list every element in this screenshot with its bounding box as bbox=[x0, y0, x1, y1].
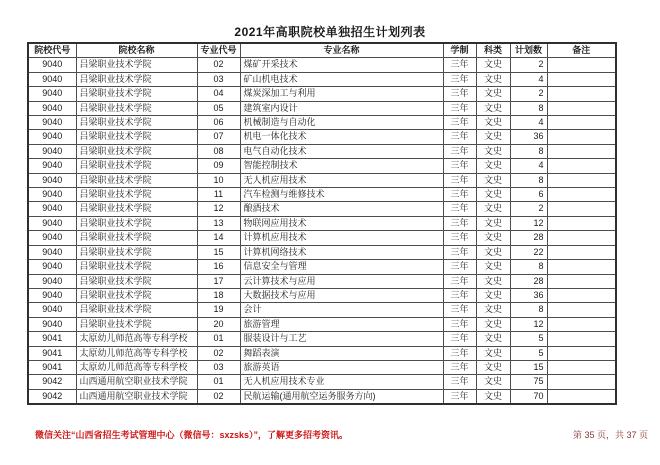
cell-college-name: 吕梁职业技术学院 bbox=[76, 159, 197, 173]
cell-remarks bbox=[547, 58, 616, 72]
cell-major-code: 04 bbox=[197, 87, 240, 101]
cell-duration: 三年 bbox=[443, 130, 476, 144]
cell-college-name: 吕梁职业技术学院 bbox=[76, 188, 197, 202]
cell-college-name: 吕梁职业技术学院 bbox=[76, 231, 197, 245]
cell-college-name: 吕梁职业技术学院 bbox=[76, 260, 197, 274]
table-body bbox=[28, 58, 616, 404]
cell-major-code: 11 bbox=[197, 188, 240, 202]
page-title: 2021年高职院校单独招生计划列表 bbox=[234, 25, 426, 39]
cell-remarks bbox=[547, 288, 616, 302]
cell-college-name: 吕梁职业技术学院 bbox=[76, 173, 197, 187]
cell-college-name: 山西通用航空职业技术学院 bbox=[76, 375, 197, 389]
column-header-major-name: 专业名称 bbox=[240, 43, 443, 58]
cell-college-code: 9040 bbox=[28, 216, 76, 230]
table-row bbox=[28, 274, 616, 288]
cell-category: 文史 bbox=[476, 375, 510, 389]
cell-major-name: 建筑室内设计 bbox=[240, 101, 443, 115]
cell-duration: 三年 bbox=[443, 144, 476, 158]
table-row bbox=[28, 260, 616, 274]
table-row bbox=[28, 202, 616, 216]
cell-major-code: 02 bbox=[197, 346, 240, 360]
cell-college-code: 9040 bbox=[28, 317, 76, 331]
cell-category: 文史 bbox=[476, 202, 510, 216]
page-number: 第 35 页，共 37 页 bbox=[572, 430, 648, 440]
cell-major-name: 无人机应用技术 bbox=[240, 173, 443, 187]
cell-plan-count: 15 bbox=[510, 360, 547, 374]
cell-duration: 三年 bbox=[443, 116, 476, 130]
column-header-category: 科类 bbox=[476, 43, 510, 58]
cell-college-name: 吕梁职业技术学院 bbox=[76, 130, 197, 144]
cell-plan-count: 28 bbox=[510, 274, 547, 288]
cell-college-name: 吕梁职业技术学院 bbox=[76, 202, 197, 216]
cell-plan-count: 8 bbox=[510, 260, 547, 274]
cell-remarks bbox=[547, 72, 616, 86]
cell-college-name: 吕梁职业技术学院 bbox=[76, 317, 197, 331]
cell-college-name: 太原幼儿师范高等专科学校 bbox=[76, 360, 197, 374]
table-row bbox=[28, 216, 616, 230]
cell-major-name: 云计算技术与应用 bbox=[240, 274, 443, 288]
cell-college-name: 吕梁职业技术学院 bbox=[76, 303, 197, 317]
cell-duration: 三年 bbox=[443, 58, 476, 72]
cell-major-code: 02 bbox=[197, 58, 240, 72]
cell-duration: 三年 bbox=[443, 288, 476, 302]
cell-plan-count: 12 bbox=[510, 317, 547, 331]
cell-major-code: 06 bbox=[197, 116, 240, 130]
cell-category: 文史 bbox=[476, 231, 510, 245]
cell-major-name: 会计 bbox=[240, 303, 443, 317]
cell-duration: 三年 bbox=[443, 332, 476, 346]
cell-college-code: 9040 bbox=[28, 260, 76, 274]
cell-duration: 三年 bbox=[443, 245, 476, 259]
cell-duration: 三年 bbox=[443, 216, 476, 230]
cell-college-name: 吕梁职业技术学院 bbox=[76, 101, 197, 115]
table-row bbox=[28, 144, 616, 158]
enrollment-plan-table bbox=[27, 42, 617, 405]
cell-college-code: 9040 bbox=[28, 231, 76, 245]
cell-major-code: 09 bbox=[197, 159, 240, 173]
cell-plan-count: 2 bbox=[510, 202, 547, 216]
cell-plan-count: 2 bbox=[510, 58, 547, 72]
cell-category: 文史 bbox=[476, 130, 510, 144]
cell-major-name: 机电一体化技术 bbox=[240, 130, 443, 144]
table-row bbox=[28, 360, 616, 374]
cell-plan-count: 28 bbox=[510, 231, 547, 245]
table-row bbox=[28, 173, 616, 187]
cell-remarks bbox=[547, 375, 616, 389]
table-row bbox=[28, 303, 616, 317]
cell-college-name: 吕梁职业技术学院 bbox=[76, 58, 197, 72]
cell-category: 文史 bbox=[476, 332, 510, 346]
cell-category: 文史 bbox=[476, 346, 510, 360]
column-header-remarks: 备注 bbox=[547, 43, 616, 58]
cell-remarks bbox=[547, 216, 616, 230]
cell-category: 文史 bbox=[476, 72, 510, 86]
cell-remarks bbox=[547, 332, 616, 346]
cell-college-name: 吕梁职业技术学院 bbox=[76, 288, 197, 302]
cell-plan-count: 75 bbox=[510, 375, 547, 389]
cell-college-code: 9042 bbox=[28, 389, 76, 404]
cell-major-name: 机械制造与自动化 bbox=[240, 116, 443, 130]
cell-college-code: 9041 bbox=[28, 332, 76, 346]
cell-major-name: 矿山机电技术 bbox=[240, 72, 443, 86]
table-row bbox=[28, 87, 616, 101]
cell-duration: 三年 bbox=[443, 173, 476, 187]
cell-college-code: 9040 bbox=[28, 144, 76, 158]
cell-college-code: 9040 bbox=[28, 58, 76, 72]
cell-plan-count: 8 bbox=[510, 303, 547, 317]
cell-remarks bbox=[547, 346, 616, 360]
cell-remarks bbox=[547, 202, 616, 216]
cell-college-name: 山西通用航空职业技术学院 bbox=[76, 389, 197, 404]
cell-major-name: 信息安全与管理 bbox=[240, 260, 443, 274]
cell-major-name: 旅游管理 bbox=[240, 317, 443, 331]
cell-remarks bbox=[547, 260, 616, 274]
cell-plan-count: 8 bbox=[510, 173, 547, 187]
cell-major-name: 智能控制技术 bbox=[240, 159, 443, 173]
cell-duration: 三年 bbox=[443, 87, 476, 101]
cell-college-code: 9040 bbox=[28, 130, 76, 144]
cell-remarks bbox=[547, 274, 616, 288]
table-row bbox=[28, 288, 616, 302]
cell-major-name: 旅游英语 bbox=[240, 360, 443, 374]
cell-college-code: 9040 bbox=[28, 173, 76, 187]
cell-remarks bbox=[547, 303, 616, 317]
cell-major-code: 12 bbox=[197, 202, 240, 216]
cell-major-name: 无人机应用技术专业 bbox=[240, 375, 443, 389]
cell-plan-count: 8 bbox=[510, 144, 547, 158]
cell-college-code: 9040 bbox=[28, 87, 76, 101]
cell-major-code: 03 bbox=[197, 72, 240, 86]
cell-college-name: 吕梁职业技术学院 bbox=[76, 87, 197, 101]
cell-college-code: 9040 bbox=[28, 303, 76, 317]
column-header-major-code: 专业代号 bbox=[197, 43, 240, 58]
cell-major-code: 07 bbox=[197, 130, 240, 144]
cell-major-code: 16 bbox=[197, 260, 240, 274]
table-row bbox=[28, 375, 616, 389]
cell-category: 文史 bbox=[476, 317, 510, 331]
cell-college-code: 9042 bbox=[28, 375, 76, 389]
cell-category: 文史 bbox=[476, 245, 510, 259]
cell-major-name: 物联网应用技术 bbox=[240, 216, 443, 230]
cell-duration: 三年 bbox=[443, 375, 476, 389]
table-row bbox=[28, 130, 616, 144]
cell-category: 文史 bbox=[476, 101, 510, 115]
cell-college-code: 9041 bbox=[28, 346, 76, 360]
cell-plan-count: 22 bbox=[510, 245, 547, 259]
cell-category: 文史 bbox=[476, 173, 510, 187]
cell-duration: 三年 bbox=[443, 202, 476, 216]
cell-plan-count: 4 bbox=[510, 116, 547, 130]
cell-major-name: 服装设计与工艺 bbox=[240, 332, 443, 346]
cell-duration: 三年 bbox=[443, 274, 476, 288]
cell-major-code: 05 bbox=[197, 101, 240, 115]
cell-major-code: 15 bbox=[197, 245, 240, 259]
cell-college-name: 吕梁职业技术学院 bbox=[76, 144, 197, 158]
column-header-college-name: 院校名称 bbox=[76, 43, 197, 58]
cell-college-code: 9040 bbox=[28, 274, 76, 288]
cell-category: 文史 bbox=[476, 216, 510, 230]
cell-plan-count: 70 bbox=[510, 389, 547, 404]
table-row bbox=[28, 188, 616, 202]
column-header-college-code: 院校代号 bbox=[28, 43, 76, 58]
cell-duration: 三年 bbox=[443, 389, 476, 404]
cell-major-name: 酿酒技术 bbox=[240, 202, 443, 216]
cell-college-code: 9040 bbox=[28, 288, 76, 302]
table-row bbox=[28, 116, 616, 130]
cell-duration: 三年 bbox=[443, 260, 476, 274]
table-row bbox=[28, 346, 616, 360]
cell-college-name: 太原幼儿师范高等专科学校 bbox=[76, 332, 197, 346]
cell-major-code: 14 bbox=[197, 231, 240, 245]
cell-category: 文史 bbox=[476, 116, 510, 130]
table-row bbox=[28, 245, 616, 259]
cell-college-code: 9040 bbox=[28, 202, 76, 216]
cell-major-name: 大数据技术与应用 bbox=[240, 288, 443, 302]
cell-category: 文史 bbox=[476, 389, 510, 404]
cell-plan-count: 2 bbox=[510, 87, 547, 101]
cell-category: 文史 bbox=[476, 360, 510, 374]
cell-plan-count: 8 bbox=[510, 101, 547, 115]
table-row bbox=[28, 332, 616, 346]
cell-major-code: 10 bbox=[197, 173, 240, 187]
cell-plan-count: 4 bbox=[510, 72, 547, 86]
cell-remarks bbox=[547, 173, 616, 187]
table-row bbox=[28, 58, 616, 72]
cell-major-name: 煤矿开采技术 bbox=[240, 58, 443, 72]
cell-major-name: 计算机应用技术 bbox=[240, 231, 443, 245]
cell-major-code: 01 bbox=[197, 332, 240, 346]
cell-plan-count: 5 bbox=[510, 332, 547, 346]
cell-remarks bbox=[547, 360, 616, 374]
cell-plan-count: 4 bbox=[510, 159, 547, 173]
cell-college-code: 9040 bbox=[28, 116, 76, 130]
cell-college-code: 9040 bbox=[28, 188, 76, 202]
cell-major-code: 17 bbox=[197, 274, 240, 288]
cell-plan-count: 6 bbox=[510, 188, 547, 202]
cell-duration: 三年 bbox=[443, 159, 476, 173]
cell-major-name: 电气自动化技术 bbox=[240, 144, 443, 158]
cell-major-name: 汽车检测与维修技术 bbox=[240, 188, 443, 202]
cell-remarks bbox=[547, 317, 616, 331]
cell-category: 文史 bbox=[476, 188, 510, 202]
cell-college-code: 9040 bbox=[28, 245, 76, 259]
cell-college-code: 9040 bbox=[28, 101, 76, 115]
cell-major-code: 19 bbox=[197, 303, 240, 317]
cell-duration: 三年 bbox=[443, 346, 476, 360]
column-header-plan-count: 计划数 bbox=[510, 43, 547, 58]
cell-category: 文史 bbox=[476, 303, 510, 317]
cell-duration: 三年 bbox=[443, 72, 476, 86]
table-row bbox=[28, 101, 616, 115]
cell-plan-count: 36 bbox=[510, 130, 547, 144]
cell-category: 文史 bbox=[476, 144, 510, 158]
cell-college-name: 太原幼儿师范高等专科学校 bbox=[76, 346, 197, 360]
cell-duration: 三年 bbox=[443, 188, 476, 202]
cell-category: 文史 bbox=[476, 58, 510, 72]
cell-category: 文史 bbox=[476, 87, 510, 101]
cell-category: 文史 bbox=[476, 288, 510, 302]
table-header-row bbox=[28, 43, 616, 58]
cell-college-name: 吕梁职业技术学院 bbox=[76, 216, 197, 230]
cell-college-name: 吕梁职业技术学院 bbox=[76, 274, 197, 288]
cell-duration: 三年 bbox=[443, 303, 476, 317]
wechat-notice-text: 微信关注“山西省招生考试管理中心（微信号：sxzsks）”，了解更多招考资讯。 bbox=[35, 430, 349, 440]
cell-college-code: 9040 bbox=[28, 72, 76, 86]
cell-major-name: 煤炭深加工与利用 bbox=[240, 87, 443, 101]
cell-remarks bbox=[547, 87, 616, 101]
cell-college-name: 吕梁职业技术学院 bbox=[76, 245, 197, 259]
cell-remarks bbox=[547, 389, 616, 404]
cell-plan-count: 5 bbox=[510, 346, 547, 360]
column-header-duration: 学制 bbox=[443, 43, 476, 58]
table-row bbox=[28, 159, 616, 173]
cell-major-code: 18 bbox=[197, 288, 240, 302]
cell-major-code: 08 bbox=[197, 144, 240, 158]
cell-remarks bbox=[547, 130, 616, 144]
cell-duration: 三年 bbox=[443, 360, 476, 374]
cell-remarks bbox=[547, 116, 616, 130]
cell-college-code: 9040 bbox=[28, 159, 76, 173]
cell-major-name: 舞蹈表演 bbox=[240, 346, 443, 360]
cell-major-code: 02 bbox=[197, 389, 240, 404]
cell-college-name: 吕梁职业技术学院 bbox=[76, 116, 197, 130]
cell-duration: 三年 bbox=[443, 317, 476, 331]
cell-college-name: 吕梁职业技术学院 bbox=[76, 72, 197, 86]
cell-category: 文史 bbox=[476, 260, 510, 274]
cell-remarks bbox=[547, 144, 616, 158]
cell-remarks bbox=[547, 231, 616, 245]
cell-remarks bbox=[547, 101, 616, 115]
cell-category: 文史 bbox=[476, 159, 510, 173]
cell-major-code: 01 bbox=[197, 375, 240, 389]
table-row bbox=[28, 317, 616, 331]
table-row bbox=[28, 389, 616, 404]
table-header bbox=[28, 43, 616, 58]
cell-major-name: 民航运输(通用航空运务服务方向) bbox=[240, 389, 443, 404]
cell-college-code: 9041 bbox=[28, 360, 76, 374]
cell-major-code: 20 bbox=[197, 317, 240, 331]
cell-major-name: 计算机网络技术 bbox=[240, 245, 443, 259]
table-row bbox=[28, 72, 616, 86]
cell-major-code: 03 bbox=[197, 360, 240, 374]
cell-category: 文史 bbox=[476, 274, 510, 288]
cell-remarks bbox=[547, 159, 616, 173]
cell-duration: 三年 bbox=[443, 101, 476, 115]
cell-remarks bbox=[547, 245, 616, 259]
cell-duration: 三年 bbox=[443, 231, 476, 245]
cell-plan-count: 36 bbox=[510, 288, 547, 302]
cell-plan-count: 12 bbox=[510, 216, 547, 230]
cell-major-code: 13 bbox=[197, 216, 240, 230]
table-row bbox=[28, 231, 616, 245]
cell-remarks bbox=[547, 188, 616, 202]
